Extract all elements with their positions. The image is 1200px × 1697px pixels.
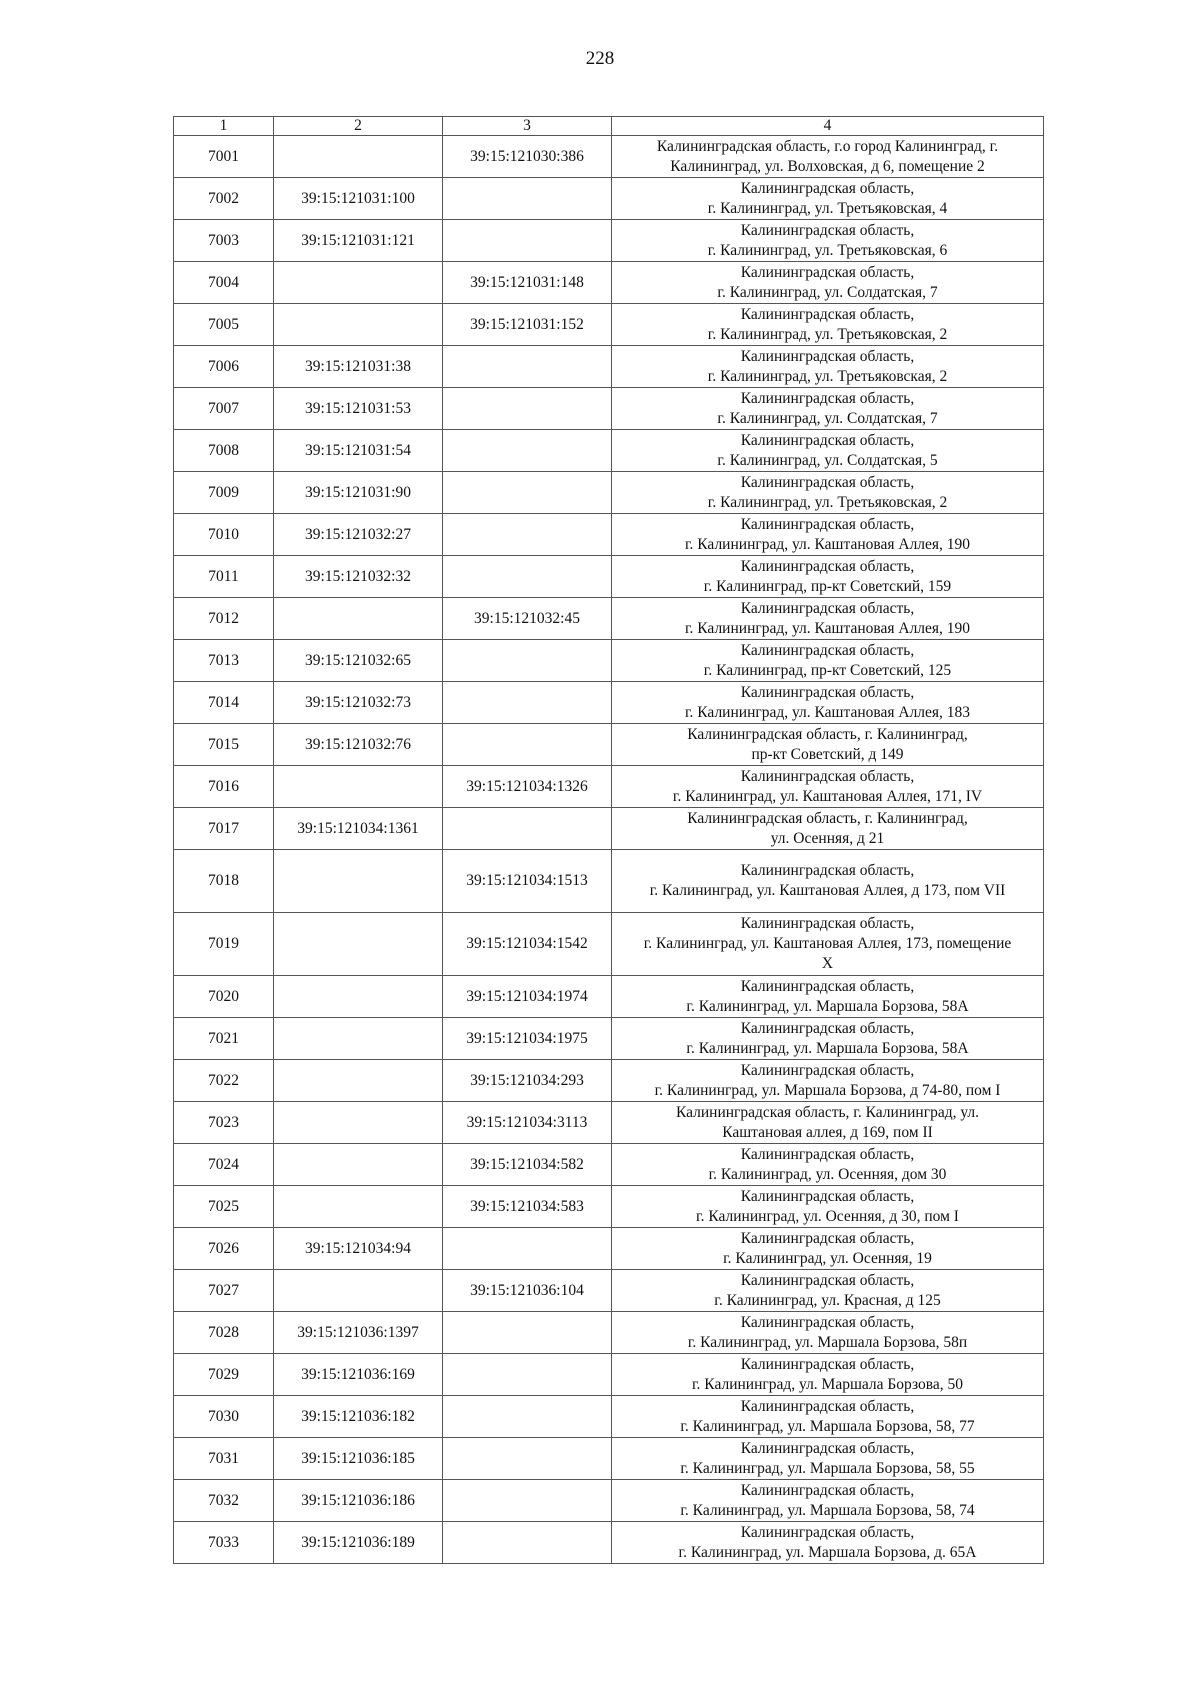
table-row xyxy=(174,346,1044,388)
row-number-cell: 7031 xyxy=(174,1438,274,1480)
address-line: Калининградская область, xyxy=(740,683,915,701)
address-line: Калининградская область, xyxy=(740,305,915,323)
row-number-cell: 7027 xyxy=(174,1270,274,1312)
address-line: Калининградская область, xyxy=(740,1229,915,1247)
address-line: Калининградская область, xyxy=(740,431,915,449)
address-line: г. Калининград, ул. Маршала Борзова, 58, 74 xyxy=(680,1501,975,1519)
address-line: Калининградская область, xyxy=(740,1355,915,1373)
cadastral-number-cell xyxy=(274,1270,443,1312)
table-row xyxy=(174,1438,1044,1480)
object-cadastral-number-cell xyxy=(443,430,612,472)
row-number-cell: 7030 xyxy=(174,1396,274,1438)
cadastral-number-cell xyxy=(274,1102,443,1144)
row-number-cell: 7002 xyxy=(174,178,274,220)
row-number-cell: 7008 xyxy=(174,430,274,472)
address-line: г. Калининград, пр-кт Советский, 159 xyxy=(703,577,952,595)
address-line: г. Калининград, ул. Каштановая Аллея, д 173, пом VII xyxy=(649,882,1006,899)
address-line: г. Калининград, ул. Каштановая Аллея, 183 xyxy=(684,703,971,721)
cadastral-number-cell: 39:15:121036:189 xyxy=(274,1522,443,1564)
table-row xyxy=(174,976,1044,1018)
address-cell xyxy=(612,1396,1044,1438)
object-cadastral-number-cell: 39:15:121034:582 xyxy=(443,1144,612,1186)
address-line: г. Калининград, ул. Маршала Борзова, 58А xyxy=(686,1039,969,1057)
object-cadastral-number-cell: 39:15:121032:45 xyxy=(443,598,612,640)
row-number-cell: 7006 xyxy=(174,346,274,388)
cadastral-number-cell: 39:15:121032:76 xyxy=(274,724,443,766)
address-line: Калининградская область, xyxy=(740,1313,915,1331)
address-line: г. Калининград, ул. Третьяковская, 2 xyxy=(707,493,948,511)
table-row xyxy=(174,1228,1044,1270)
address-line: Калининградская область, xyxy=(740,1523,915,1541)
row-number-cell: 7011 xyxy=(174,556,274,598)
address-cell xyxy=(612,640,1044,682)
address-line: Калининградская область, xyxy=(740,473,915,491)
row-number-cell: 7017 xyxy=(174,808,274,850)
cadastral-number-cell xyxy=(274,913,443,976)
address-line: г. Калининград, ул. Маршала Борзова, д. 65А xyxy=(678,1543,977,1561)
address-line: г. Калининград, ул. Солдатская, 7 xyxy=(717,409,938,427)
address-line: г. Калининград, ул. Третьяковская, 2 xyxy=(707,325,948,343)
address-cell xyxy=(612,1018,1044,1060)
address-line: Калининградская область, г. Калининград, ул. xyxy=(675,1103,980,1121)
address-line: Калининградская область, xyxy=(740,1019,915,1037)
object-cadastral-number-cell xyxy=(443,724,612,766)
object-cadastral-number-cell xyxy=(443,640,612,682)
cadastral-number-cell xyxy=(274,850,443,913)
object-cadastral-number-cell: 39:15:121034:293 xyxy=(443,1060,612,1102)
address-line: Калининградская область, xyxy=(740,1271,915,1289)
object-cadastral-number-cell xyxy=(443,178,612,220)
cadastral-number-cell: 39:15:121036:1397 xyxy=(274,1312,443,1354)
cadastral-number-cell: 39:15:121031:100 xyxy=(274,178,443,220)
cadastral-number-cell xyxy=(274,1144,443,1186)
address-line: Калининградская область, xyxy=(740,599,915,617)
table-row xyxy=(174,913,1044,976)
row-number-cell: 7015 xyxy=(174,724,274,766)
address-cell xyxy=(612,1522,1044,1564)
address-cell xyxy=(612,178,1044,220)
cadastral-number-cell xyxy=(274,1060,443,1102)
table-row xyxy=(174,178,1044,220)
row-number-cell: 7007 xyxy=(174,388,274,430)
address-line: г. Калининград, ул. Каштановая Аллея, 173, помещение xyxy=(643,935,1012,952)
object-cadastral-number-cell xyxy=(443,682,612,724)
table-row xyxy=(174,682,1044,724)
address-line: г. Калининград, ул. Третьяковская, 6 xyxy=(707,241,948,259)
address-cell xyxy=(612,514,1044,556)
cadastral-number-cell: 39:15:121031:121 xyxy=(274,220,443,262)
cadastral-number-cell: 39:15:121032:65 xyxy=(274,640,443,682)
cadastral-number-cell: 39:15:121031:53 xyxy=(274,388,443,430)
object-cadastral-number-cell xyxy=(443,220,612,262)
object-cadastral-number-cell: 39:15:121031:152 xyxy=(443,304,612,346)
cadastral-number-cell: 39:15:121034:94 xyxy=(274,1228,443,1270)
address-line: Калининградская область, xyxy=(740,1187,915,1205)
row-number-cell: 7019 xyxy=(174,913,274,976)
address-line: Калининградская область, xyxy=(740,515,915,533)
address-cell xyxy=(612,388,1044,430)
table-row xyxy=(174,388,1044,430)
address-cell xyxy=(612,136,1044,178)
address-line: Калининградская область, xyxy=(740,347,915,365)
column-header-2: 2 xyxy=(274,117,443,136)
table-row xyxy=(174,724,1044,766)
cadastral-number-cell xyxy=(274,136,443,178)
row-number-cell: 7009 xyxy=(174,472,274,514)
object-cadastral-number-cell xyxy=(443,1396,612,1438)
address-line: г. Калининград, ул. Маршала Борзова, 58, 55 xyxy=(680,1459,975,1477)
row-number-cell: 7013 xyxy=(174,640,274,682)
address-line: г. Калининград, ул. Каштановая Аллея, 171, IV xyxy=(672,787,983,805)
object-cadastral-number-cell xyxy=(443,514,612,556)
row-number-cell: 7026 xyxy=(174,1228,274,1270)
object-cadastral-number-cell: 39:15:121034:1975 xyxy=(443,1018,612,1060)
address-cell xyxy=(612,724,1044,766)
cadastral-number-cell: 39:15:121036:169 xyxy=(274,1354,443,1396)
cadastral-number-cell: 39:15:121032:32 xyxy=(274,556,443,598)
object-cadastral-number-cell xyxy=(443,1354,612,1396)
page-number: 228 xyxy=(585,48,615,69)
table-row xyxy=(174,1102,1044,1144)
address-cell xyxy=(612,556,1044,598)
address-line: Калининградская область, xyxy=(740,389,915,407)
column-header-1: 1 xyxy=(174,117,274,136)
address-line: г. Калининград, ул. Третьяковская, 4 xyxy=(707,199,948,217)
address-cell xyxy=(612,766,1044,808)
address-cell xyxy=(612,1102,1044,1144)
object-cadastral-number-cell xyxy=(443,472,612,514)
table-row xyxy=(174,220,1044,262)
table-row xyxy=(174,472,1044,514)
address-line: Каштановая аллея, д 169, пом II xyxy=(722,1123,933,1141)
cadastral-number-cell xyxy=(274,1186,443,1228)
row-number-cell: 7033 xyxy=(174,1522,274,1564)
address-line: пр-кт Советский, д 149 xyxy=(751,745,904,763)
address-cell xyxy=(612,304,1044,346)
address-line: Калининградская область, г. Калининград, xyxy=(687,809,968,827)
table-row xyxy=(174,1522,1044,1564)
table-row xyxy=(174,850,1044,913)
cadastral-number-cell xyxy=(274,304,443,346)
address-cell xyxy=(612,472,1044,514)
row-number-cell: 7001 xyxy=(174,136,274,178)
table-row xyxy=(174,430,1044,472)
cadastral-number-cell: 39:15:121036:182 xyxy=(274,1396,443,1438)
address-line: Калининградская область, xyxy=(740,767,915,785)
address-cell xyxy=(612,682,1044,724)
row-number-cell: 7016 xyxy=(174,766,274,808)
cadastral-number-cell: 39:15:121031:90 xyxy=(274,472,443,514)
address-line: г. Калининград, пр-кт Советский, 125 xyxy=(703,661,952,679)
address-line: г. Калининград, ул. Солдатская, 7 xyxy=(717,283,938,301)
cadastral-number-cell: 39:15:121032:73 xyxy=(274,682,443,724)
address-line: г. Калининград, ул. Маршала Борзова, 50 xyxy=(691,1375,964,1393)
table-row xyxy=(174,262,1044,304)
address-cell xyxy=(612,346,1044,388)
address-cell xyxy=(612,913,1044,976)
table-row xyxy=(174,1480,1044,1522)
table-row xyxy=(174,1186,1044,1228)
address-line: X xyxy=(821,955,834,972)
table-row xyxy=(174,1018,1044,1060)
object-cadastral-number-cell xyxy=(443,1312,612,1354)
table-row xyxy=(174,766,1044,808)
object-cadastral-number-cell: 39:15:121031:148 xyxy=(443,262,612,304)
address-cell xyxy=(612,1312,1044,1354)
address-line: г. Калининград, ул. Каштановая Аллея, 190 xyxy=(684,535,971,553)
row-number-cell: 7020 xyxy=(174,976,274,1018)
table-row xyxy=(174,1396,1044,1438)
row-number-cell: 7024 xyxy=(174,1144,274,1186)
cadastral-number-cell xyxy=(274,598,443,640)
address-cell xyxy=(612,850,1044,913)
cadastral-number-cell: 39:15:121031:54 xyxy=(274,430,443,472)
address-line: г. Калининград, ул. Осенняя, дом 30 xyxy=(708,1165,947,1183)
address-cell xyxy=(612,1354,1044,1396)
registry-table xyxy=(173,116,1044,1564)
column-header-4: 4 xyxy=(612,117,1044,136)
object-cadastral-number-cell: 39:15:121036:104 xyxy=(443,1270,612,1312)
address-line: г. Калининград, ул. Осенняя, 19 xyxy=(723,1249,932,1267)
table-row xyxy=(174,514,1044,556)
row-number-cell: 7014 xyxy=(174,682,274,724)
address-line: Калининградская область, xyxy=(740,1439,915,1457)
object-cadastral-number-cell: 39:15:121034:1542 xyxy=(443,913,612,976)
table-row xyxy=(174,808,1044,850)
cadastral-number-cell xyxy=(274,262,443,304)
row-number-cell: 7003 xyxy=(174,220,274,262)
row-number-cell: 7012 xyxy=(174,598,274,640)
address-line: г. Калининград, ул. Осенняя, д 30, пом I xyxy=(696,1207,959,1225)
address-line: ул. Осенняя, д 21 xyxy=(770,829,885,847)
address-line: Калининградская область, xyxy=(740,1481,915,1499)
address-line: Калининградская область, xyxy=(740,221,915,239)
address-line: Калининградская область, xyxy=(740,1145,915,1163)
table-row xyxy=(174,598,1044,640)
address-line: г. Калининград, ул. Каштановая Аллея, 190 xyxy=(684,619,971,637)
address-line: г. Калининград, ул. Маршала Борзова, 58, 77 xyxy=(680,1417,975,1435)
object-cadastral-number-cell xyxy=(443,808,612,850)
address-line: г. Калининград, ул. Маршала Борзова, д 74-80, пом I xyxy=(654,1081,1001,1099)
table-row xyxy=(174,1270,1044,1312)
row-number-cell: 7022 xyxy=(174,1060,274,1102)
address-line: Калининградская область, xyxy=(740,915,915,932)
object-cadastral-number-cell xyxy=(443,388,612,430)
address-line: г. Калининград, ул. Красная, д 125 xyxy=(714,1291,941,1309)
row-number-cell: 7021 xyxy=(174,1018,274,1060)
address-line: г. Калининград, ул. Маршала Борзова, 58п xyxy=(687,1333,968,1351)
address-line: г. Калининград, ул. Солдатская, 5 xyxy=(717,451,938,469)
address-line: Калининградская область, xyxy=(740,179,915,197)
cadastral-number-cell xyxy=(274,976,443,1018)
address-cell xyxy=(612,1144,1044,1186)
address-line: г. Калининград, ул. Третьяковская, 2 xyxy=(707,367,948,385)
address-cell xyxy=(612,1186,1044,1228)
address-cell xyxy=(612,430,1044,472)
row-number-cell: 7032 xyxy=(174,1480,274,1522)
address-line: г. Калининград, ул. Маршала Борзова, 58А xyxy=(686,997,969,1015)
address-line: Калининградская область, г.о город Калининград, г. xyxy=(656,137,999,155)
object-cadastral-number-cell xyxy=(443,346,612,388)
column-header-3: 3 xyxy=(443,117,612,136)
row-number-cell: 7028 xyxy=(174,1312,274,1354)
address-cell xyxy=(612,1270,1044,1312)
address-line: Калининградская область, xyxy=(740,977,915,995)
table-row xyxy=(174,1060,1044,1102)
object-cadastral-number-cell: 39:15:121034:1974 xyxy=(443,976,612,1018)
row-number-cell: 7004 xyxy=(174,262,274,304)
row-number-cell: 7005 xyxy=(174,304,274,346)
address-line: Калининградская область, xyxy=(740,263,915,281)
row-number-cell: 7023 xyxy=(174,1102,274,1144)
table-row xyxy=(174,1354,1044,1396)
object-cadastral-number-cell xyxy=(443,1480,612,1522)
table-row xyxy=(174,304,1044,346)
table-header-row xyxy=(174,117,1044,136)
object-cadastral-number-cell: 39:15:121034:1326 xyxy=(443,766,612,808)
table-row xyxy=(174,1312,1044,1354)
address-cell xyxy=(612,220,1044,262)
address-line: Калининградская область, xyxy=(740,641,915,659)
row-number-cell: 7018 xyxy=(174,850,274,913)
object-cadastral-number-cell xyxy=(443,556,612,598)
row-number-cell: 7010 xyxy=(174,514,274,556)
address-cell xyxy=(612,976,1044,1018)
address-line: Калининградская область, xyxy=(740,862,915,879)
cadastral-number-cell xyxy=(274,1018,443,1060)
row-number-cell: 7029 xyxy=(174,1354,274,1396)
table-body xyxy=(174,136,1044,1564)
cadastral-number-cell: 39:15:121034:1361 xyxy=(274,808,443,850)
address-line: Калининградская область, xyxy=(740,1061,915,1079)
address-line: Калининградская область, xyxy=(740,1397,915,1415)
object-cadastral-number-cell xyxy=(443,1228,612,1270)
address-cell xyxy=(612,1438,1044,1480)
address-line: Калининградская область, г. Калининград, xyxy=(687,725,968,743)
cadastral-number-cell: 39:15:121036:185 xyxy=(274,1438,443,1480)
object-cadastral-number-cell: 39:15:121034:3113 xyxy=(443,1102,612,1144)
address-cell xyxy=(612,262,1044,304)
cadastral-number-cell xyxy=(274,766,443,808)
table-row xyxy=(174,136,1044,178)
address-cell xyxy=(612,1228,1044,1270)
row-number-cell: 7025 xyxy=(174,1186,274,1228)
object-cadastral-number-cell: 39:15:121034:583 xyxy=(443,1186,612,1228)
object-cadastral-number-cell xyxy=(443,1522,612,1564)
address-cell xyxy=(612,1060,1044,1102)
object-cadastral-number-cell: 39:15:121030:386 xyxy=(443,136,612,178)
address-cell xyxy=(612,1480,1044,1522)
object-cadastral-number-cell xyxy=(443,1438,612,1480)
cadastral-number-cell: 39:15:121032:27 xyxy=(274,514,443,556)
table-row xyxy=(174,556,1044,598)
cadastral-number-cell: 39:15:121031:38 xyxy=(274,346,443,388)
address-cell xyxy=(612,808,1044,850)
cadastral-number-cell: 39:15:121036:186 xyxy=(274,1480,443,1522)
table-row xyxy=(174,1144,1044,1186)
address-line: Калининград, ул. Волховская, д 6, помещение 2 xyxy=(670,157,985,175)
table-row xyxy=(174,640,1044,682)
address-line: Калининградская область, xyxy=(740,557,915,575)
address-cell xyxy=(612,598,1044,640)
object-cadastral-number-cell: 39:15:121034:1513 xyxy=(443,850,612,913)
